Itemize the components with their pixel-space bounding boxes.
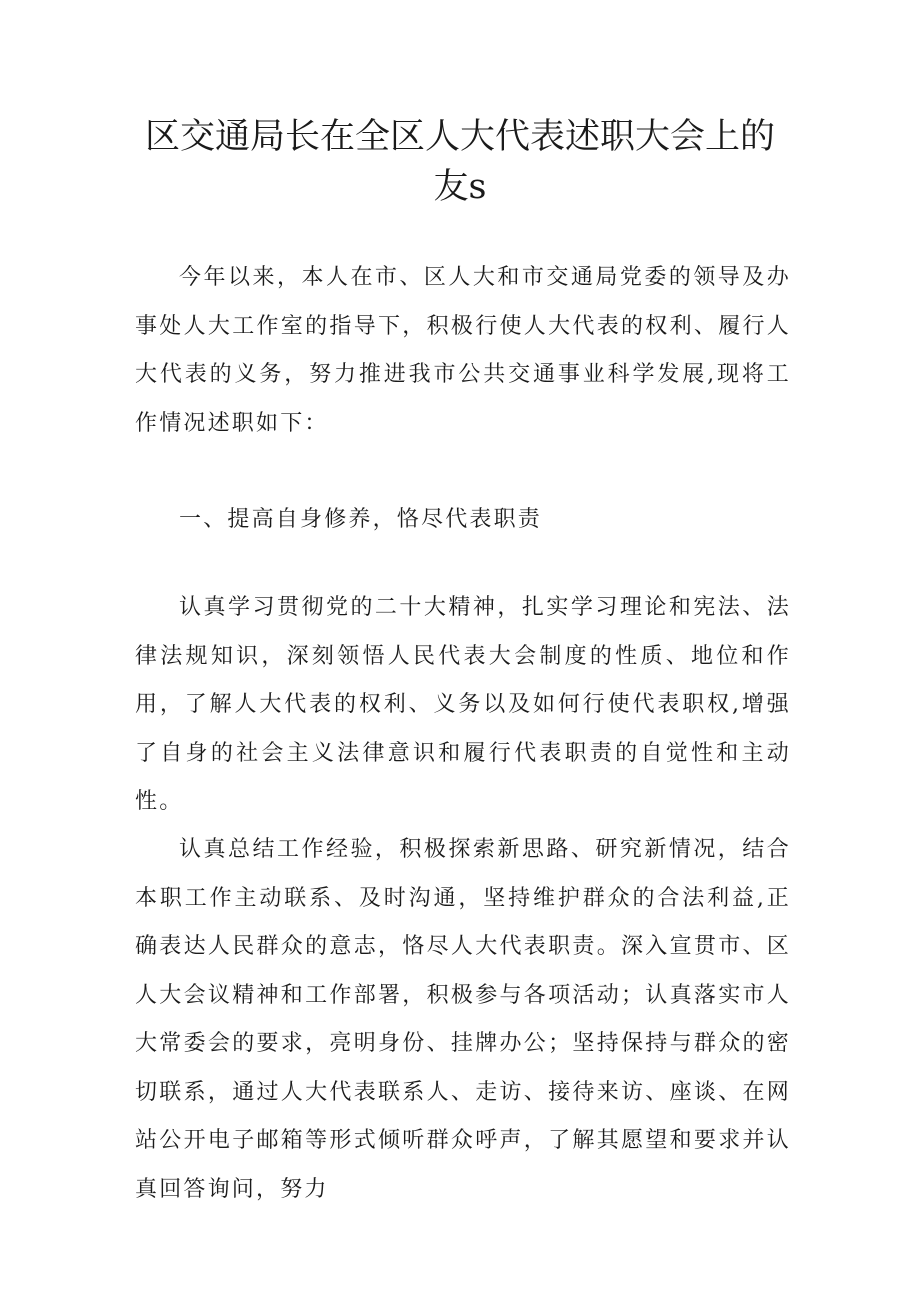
paragraph-study: 认真学习贯彻党的二十大精神，扎实学习理论和宪法、法律法规知识，深刻领悟人民代表大会制度的性质、地位和作用，了解人大代表的权利、义务以及如何行使代表职权,增强了自身的社会主义法律意识和履行代表职责的自觉性和主动性。 bbox=[135, 595, 791, 814]
title-line-2: 友s bbox=[433, 167, 487, 207]
title-line-1: 区交通局长在全区人大代表述职大会上的 bbox=[144, 117, 775, 157]
paragraph-intro: 今年以来，本人在市、区人大和市交通局党委的领导及办事处人大工作室的指导下，积极行使人大代表的权利、履行人大代表的义务，努力推进我市公共交通事业科学发展,现将工作情况述职如下： bbox=[135, 265, 791, 436]
paragraph-duties: 认真总结工作经验，积极探索新思路、研究新情况，结合本职工作主动联系、及时沟通，坚持维护群众的合法利益,正确表达人民群众的意志，恪尽人大代表职责。深入宣贯市、区人大会议精神和工作部署，积极参与各项活动；认真落实市人大常委会的要求，亮明身份、挂牌办公；坚持保持与群众的密切联系，通过人大代表联系人、走访、接待来访、座谈、在网站公开电子邮箱等形式倾听群众呼声，了解其愿望和要求并认真回答询问，努力 bbox=[135, 837, 791, 1202]
section-heading-1: 一、提高自身修养，恪尽代表职责 bbox=[179, 507, 543, 532]
document-title bbox=[100, 112, 820, 212]
